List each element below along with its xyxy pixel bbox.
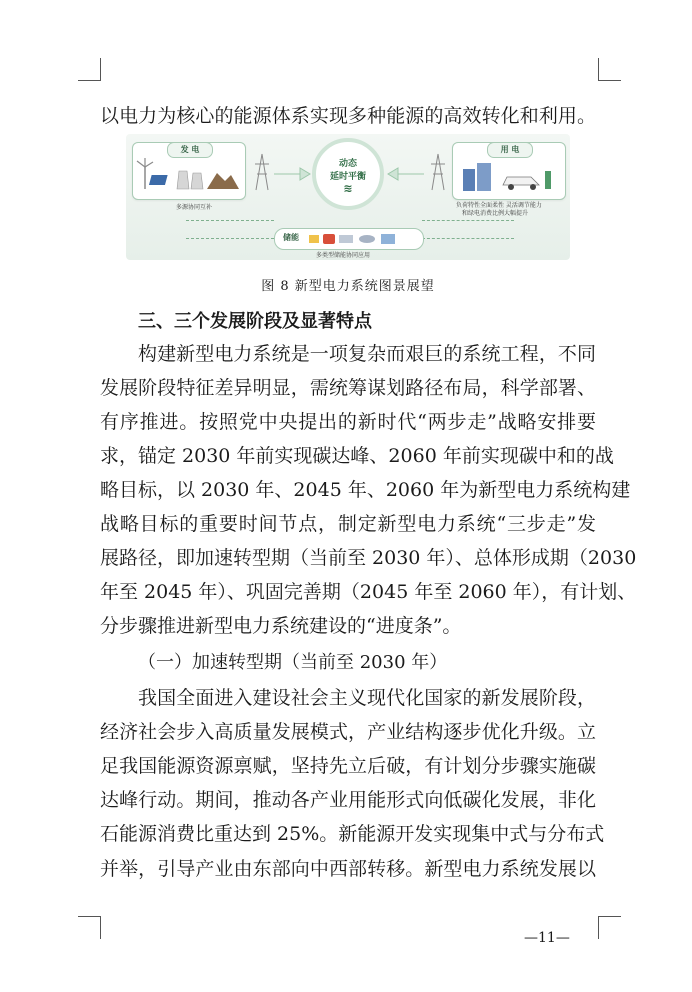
dashed-flow-right (422, 220, 514, 221)
paragraph-line: 我国全面进入建设社会主义现代化国家的新发展阶段， (138, 687, 596, 709)
multi-source-note: 多源协同互补 (176, 204, 213, 211)
storage-label: 储能 (283, 233, 299, 242)
power-plant-icons (133, 155, 245, 195)
paragraph-line: 石能源消费比重达到 25%。新能源开发实现集中式与分布式 (100, 823, 605, 845)
paragraph-line: 有序推进。按照党中央提出的新时代“两步走”战略安排要 (100, 411, 596, 433)
paragraph-line: 求，锚定 2030 年前实现碳达峰、2060 年前实现碳中和的战 (100, 445, 614, 467)
flexible-load-note: 负荷特性全面柔性 灵活调节能力 (456, 202, 542, 209)
transmission-tower-icon-right (428, 152, 448, 192)
consumption-panel (452, 142, 566, 200)
battery-storage-icons (307, 231, 417, 247)
figure-caption: 图 8 新型电力系统图景展望 (261, 279, 435, 294)
consumer-icons (453, 155, 565, 195)
paragraph-line: 分步骤推进新型电力系统建设的“进度条”。 (100, 615, 462, 637)
paragraph-line: 略目标，以 2030 年、2045 年、2060 年为新型电力系统构建 (100, 479, 631, 501)
arrow-right-icon (272, 164, 312, 184)
dashed-flow-bottom-left (186, 238, 274, 239)
page-number: —11— (524, 930, 570, 946)
paragraph-line: 构建新型电力系统是一项复杂而艰巨的系统工程，不同 (138, 343, 596, 365)
crop-mark-top-left (78, 58, 101, 81)
paragraph-line: 经济社会步入高质量发展模式，产业结构逐步优化升级。立 (100, 721, 596, 743)
transmission-tower-icon (252, 152, 272, 192)
paragraph-line: 足我国能源资源禀赋，坚持先立后破，有计划分步骤实施碳 (100, 755, 596, 777)
paragraph-line: 以电力为核心的能源体系实现多种能源的高效转化和利用。 (100, 105, 596, 127)
paragraph-line: 并举，引导产业由东部向中西部转移。新型电力系统发展以 (100, 858, 596, 880)
paragraph-line: 展路径，即加速转型期（当前至 2030 年）、总体形成期（2030 (100, 547, 637, 569)
crop-mark-top-right (598, 58, 621, 81)
crop-mark-bottom-left (78, 916, 101, 939)
paragraph-line: 发展阶段特征差异明显，需统筹谋划路径布局，科学部署、 (100, 377, 596, 399)
paragraph-line: 战略目标的重要时间节点，制定新型电力系统“三步走”发 (100, 513, 596, 535)
section-heading: 三、三个发展阶段及显著特点 (138, 311, 372, 332)
arrow-left-icon (386, 164, 426, 184)
new-power-system-figure (126, 134, 570, 260)
crop-mark-bottom-right (598, 916, 621, 939)
storage-bar (274, 228, 424, 250)
center-line-2: 延时平衡 (329, 172, 366, 182)
dashed-flow-left (186, 220, 274, 221)
center-line-1: 动态 (338, 159, 357, 169)
consumption-label: 用 电 (487, 142, 533, 158)
paragraph-line: 年至 2045 年）、巩固完善期（2045 年至 2060 年），有计划、 (100, 581, 637, 603)
subsection-heading: （一）加速转型期（当前至 2030 年） (138, 652, 448, 673)
green-power-note: 和绿电消费比例大幅提升 (462, 210, 529, 217)
storage-note: 多类型储能协同应用 (316, 252, 371, 259)
paragraph-line: 达峰行动。期间，推动各产业用能形式向低碳化发展，非化 (100, 789, 596, 811)
generation-panel (132, 142, 246, 200)
dashed-flow-bottom-right (422, 238, 514, 239)
balance-wave-icon: ≋ (343, 182, 353, 195)
dynamic-balance-circle (312, 138, 384, 210)
generation-label: 发 电 (167, 142, 213, 158)
